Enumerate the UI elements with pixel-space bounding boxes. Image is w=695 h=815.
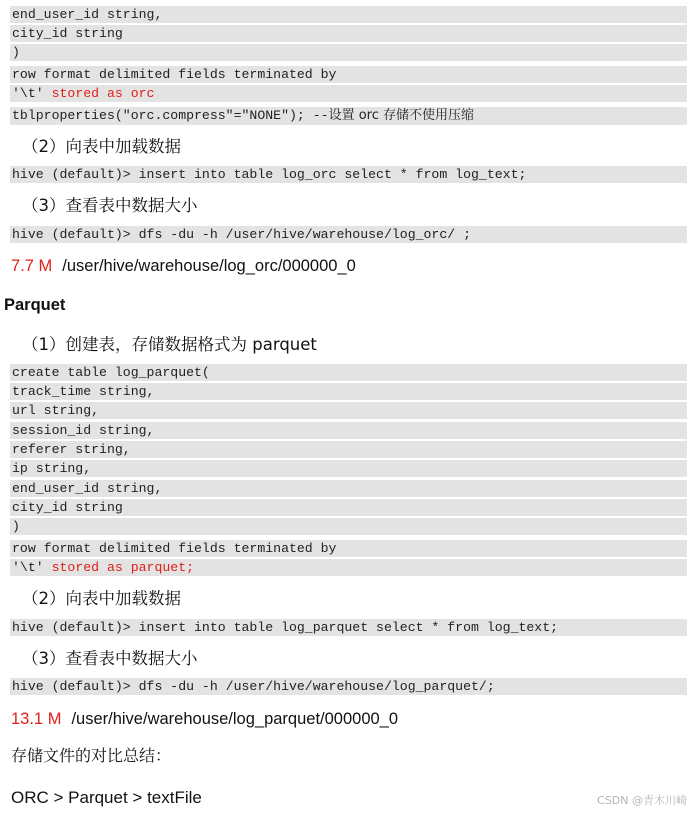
- code-line: hive (default)> insert into table log_orc select * from log_text;: [10, 166, 687, 185]
- code-line: session_id string,: [10, 422, 687, 441]
- code-text: '\t': [12, 560, 52, 575]
- code-line: referer string,: [10, 441, 687, 460]
- step-heading: （3）查看表中数据大小: [22, 196, 198, 215]
- code-keyword-highlight: stored as orc: [51, 86, 155, 101]
- code-line: ): [10, 44, 687, 63]
- summary-result: ORC > Parquet > textFile: [11, 788, 202, 807]
- step-heading: （2）向表中加载数据: [22, 589, 181, 608]
- code-line: ): [10, 518, 687, 537]
- code-line: track_time string,: [10, 383, 687, 402]
- code-line: [10, 85, 687, 104]
- code-keyword-highlight: stored as parquet;: [51, 560, 195, 575]
- section-heading: Parquet: [4, 296, 66, 314]
- code-line: [10, 559, 687, 578]
- watermark: CSDN @青木川崎: [597, 794, 687, 807]
- code-line: city_id string: [10, 499, 687, 518]
- result-size: 7.7 M: [11, 257, 53, 275]
- code-comment: 设置 orc 存储不使用压缩: [328, 108, 474, 123]
- result-line: [11, 708, 398, 730]
- code-line: create table log_parquet(: [10, 364, 687, 383]
- code-line: row format delimited fields terminated by: [10, 66, 687, 85]
- code-line: end_user_id string,: [10, 6, 687, 25]
- code-line: row format delimited fields terminated by: [10, 540, 687, 559]
- summary-intro: 存储文件的对比总结：: [11, 746, 172, 765]
- code-line: url string,: [10, 402, 687, 421]
- code-line: hive (default)> dfs -du -h /user/hive/warehouse/log_parquet/;: [10, 678, 687, 697]
- code-line: hive (default)> dfs -du -h /user/hive/warehouse/log_orc/ ;: [10, 226, 687, 245]
- code-line: end_user_id string,: [10, 480, 687, 499]
- step-heading: （3）查看表中数据大小: [22, 649, 198, 668]
- result-path: /user/hive/warehouse/log_parquet/000000_0: [71, 710, 399, 728]
- result-line: [11, 255, 356, 277]
- code-line: hive (default)> insert into table log_parquet select * from log_text;: [10, 619, 687, 638]
- code-text: '\t': [12, 86, 52, 101]
- code-line: [10, 107, 687, 127]
- code-line: ip string,: [10, 460, 687, 479]
- result-path: /user/hive/warehouse/log_orc/000000_0: [62, 257, 356, 275]
- step-heading: （2）向表中加载数据: [22, 137, 181, 156]
- code-line: city_id string: [10, 25, 687, 44]
- code-text: tblproperties("orc.compress"="NONE"); --: [12, 108, 329, 123]
- result-size: 13.1 M: [11, 710, 62, 728]
- step-heading: （1）创建表，存储数据格式为 parquet: [22, 335, 317, 354]
